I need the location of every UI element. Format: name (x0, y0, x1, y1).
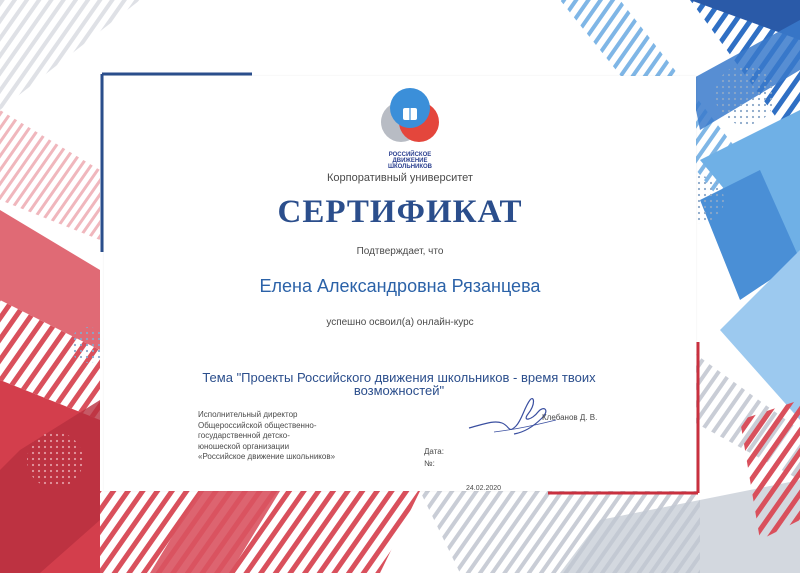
signer-name: Клебанов Д. В. (542, 413, 598, 422)
logo-emblem-icon (375, 84, 445, 154)
course-topic-line: Тема "Проекты Российского движения школьников - время твоих (202, 370, 596, 385)
confirms-text: Подтверждает, что (356, 246, 444, 257)
date-label: Дата: (424, 447, 444, 456)
recipient-name: Елена Александровна Рязанцева (259, 276, 541, 296)
number-label: №: (424, 459, 435, 468)
rdsh-logo (375, 84, 445, 170)
director-title: Исполнительный директор Общероссийской общественно- государственной детско- юношеской организации «Российское движение школьников» (198, 410, 336, 461)
course-topic-line: возможностей" (353, 383, 445, 398)
completion-text: успешно освоил(а) онлайн-курс (326, 317, 474, 328)
issue-date: 24.02.2020 (466, 485, 502, 492)
certificate-card (104, 76, 696, 491)
logo-text: РОССИЙСКОЕ ДВИЖЕНИЕ ШКОЛЬНИКОВ (387, 152, 433, 170)
organization-name: Корпоративный университет (327, 172, 473, 184)
certificate-title: СЕРТИФИКАТ (277, 194, 523, 230)
